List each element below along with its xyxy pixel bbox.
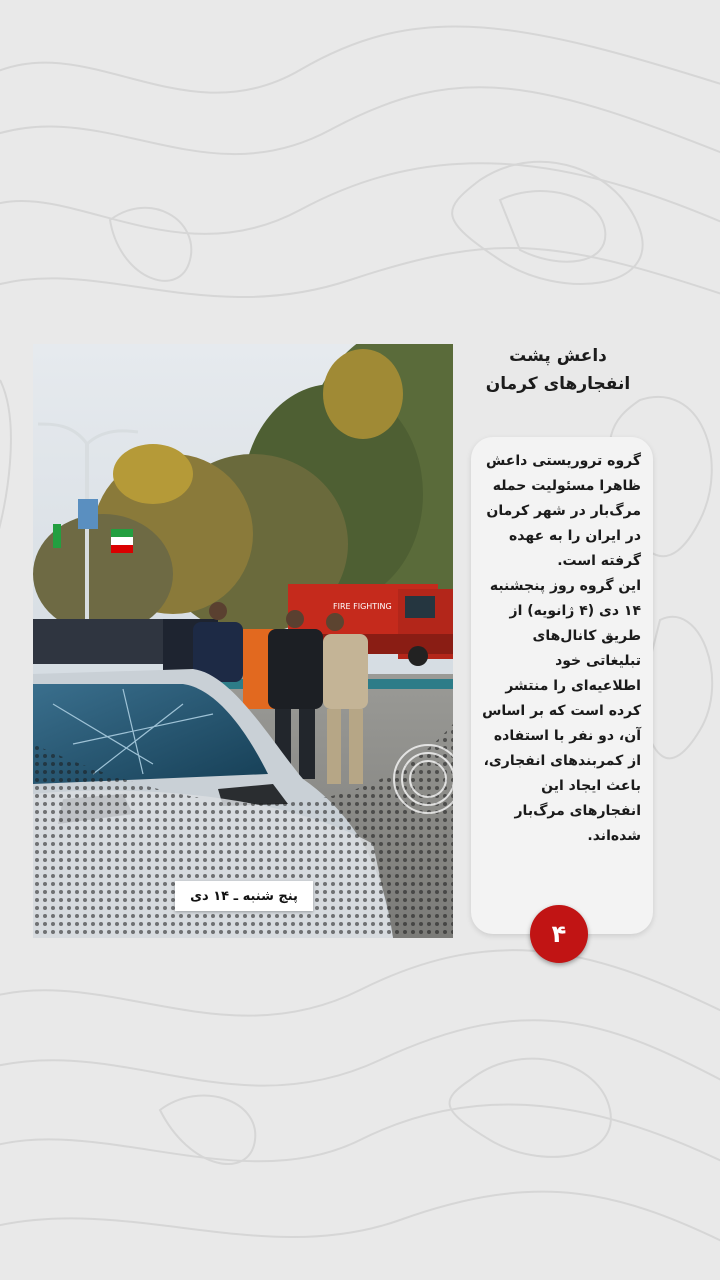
title-line-1: داعش پشت	[509, 346, 607, 366]
text-card	[471, 437, 653, 934]
date-badge: پنج شنبه ـ ۱۴ دی	[175, 881, 313, 911]
title-line-2: انفجارهای کرمان	[485, 374, 631, 394]
news-photo	[33, 344, 453, 938]
truck-text: FIRE FIGHTING	[333, 602, 392, 611]
body-paragraph-2: این گروه روز پنجشنبه ۱۴ دی (۴ ژانویه) از طریق کانال‌های تبلیغاتی خود اطلاعیه‌ای را منتشر کرده است که بر اساس آن، دو نفر با استفاده از کمربندهای انفجاری، باعث ایجاد این انفجارهای مرگ‌بار شده‌اند.	[482, 578, 641, 844]
page-number-badge: ۴	[530, 905, 588, 963]
body-paragraph-1: گروه تروریستی داعش ظاهرا مسئولیت حمله مرگ‌بار در شهر کرمان در ایران را به عهده گرفته است.	[485, 453, 641, 569]
body-text	[481, 449, 641, 849]
post-title	[468, 342, 648, 398]
